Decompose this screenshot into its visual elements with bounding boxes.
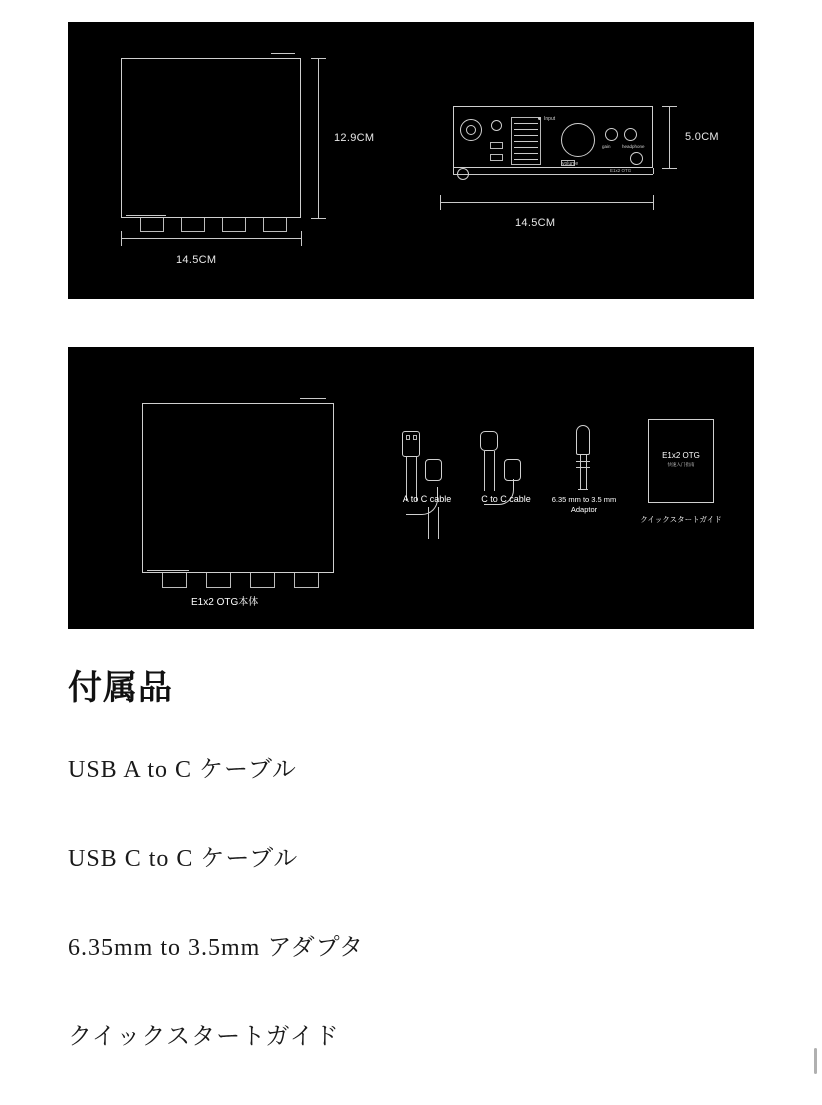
width-front-tick-right [653,195,654,210]
meter-row [514,123,538,124]
input-label: Input [544,116,556,122]
adaptor-band [576,467,590,468]
device-foot [162,573,187,588]
width-front-tick-left [440,195,441,210]
cable-run-down [428,507,429,539]
front-panel-base-right [653,168,654,174]
list-item: USB C to C ケーブル [68,846,299,872]
depth-tick-top [662,106,677,107]
brand-label: E1x2 OTG [610,168,632,173]
list-item: USB A to C ケーブル [68,757,297,783]
width-top-tick-left [121,231,122,246]
volume-knob [561,123,595,157]
device-top-edge-detail [271,53,295,54]
adaptor-tip [578,489,588,490]
gain-knob-small [491,120,502,131]
height-dimension-line [318,58,319,218]
device-foot [263,218,287,232]
device-foot [222,218,246,232]
meter-row [514,135,538,136]
width-top-tick-right [301,231,302,246]
device-foot [181,218,205,232]
depth-dimension-line [669,106,670,168]
booklet-title: E1x2 OTG [662,451,700,460]
device-foot [206,573,231,588]
item-caption: クイックスタートガイド [640,515,722,524]
device-foot [294,573,319,588]
depth-dimension-label: 5.0CM [685,131,719,143]
width-top-dimension-line [121,238,301,239]
height-dimension-tick-top [311,58,326,59]
front-panel-base-left [453,168,454,174]
width-top-dimension-label: 14.5CM [176,254,217,266]
booklet-subtitle: 快速入门指南 [667,462,695,467]
width-front-dimension-line [440,202,653,203]
page-title: 付属品 [68,668,173,708]
meter-row [514,153,538,154]
cable-run-down [438,507,439,539]
status-led [538,117,541,120]
item-caption-line1: 6.35 mm to 3.5 mm [551,495,617,504]
audio-adaptor-icon [576,425,590,455]
gain-label: gain [602,144,611,149]
height-dimension-tick-bottom [311,218,326,219]
volume-label: volume [562,161,579,167]
depth-tick-bottom [662,168,677,169]
meter-row [514,147,538,148]
device-caption: E1x2 OTG本体 [191,597,259,608]
meter-row [514,159,538,160]
device-top-edge-detail [300,398,326,399]
input-jack-inner [466,125,476,135]
item-caption: A to C cable [402,494,452,504]
device-top-view [142,403,334,573]
item-caption-line2: Adaptor [570,505,598,514]
usb-a-to-c-cable-icon [402,431,420,457]
usb-c-plug-icon [425,459,442,481]
button-icon [490,154,503,161]
item-caption: C to C cable [481,494,531,504]
display-small [561,160,575,166]
height-dimension-label: 12.9CM [334,132,375,144]
device-top-view [121,58,301,218]
scrollbar-thumb[interactable] [814,1048,817,1074]
device-foot [140,218,164,232]
gain-knob-1 [605,128,618,141]
list-item: クイックスタートガイド [68,1024,340,1050]
usb-c-plug-icon [504,459,521,481]
meter-row [514,129,538,130]
usb-a-contact [413,435,417,440]
box-contents-diagram [68,347,754,629]
device-foot [250,573,275,588]
article-body [68,660,758,1105]
quick-start-guide-icon [648,419,714,503]
width-front-dimension-label: 14.5CM [515,217,556,229]
usb-a-contact [406,435,410,440]
meter-row [514,141,538,142]
gain-knob-2 [624,128,637,141]
headphone-jack-icon [630,152,643,165]
front-foot-left [457,168,469,180]
button-icon [490,142,503,149]
device-bottom-edge-detail [126,215,166,216]
device-bottom-edge-detail [147,570,189,571]
adaptor-band [576,461,590,462]
dimension-diagram [68,22,754,299]
list-item: 6.35mm to 3.5mm アダプタ [68,935,364,961]
headphone-label: headphone [622,144,645,149]
usb-c-to-c-cable-icon [480,431,498,451]
front-panel-base [453,174,653,175]
